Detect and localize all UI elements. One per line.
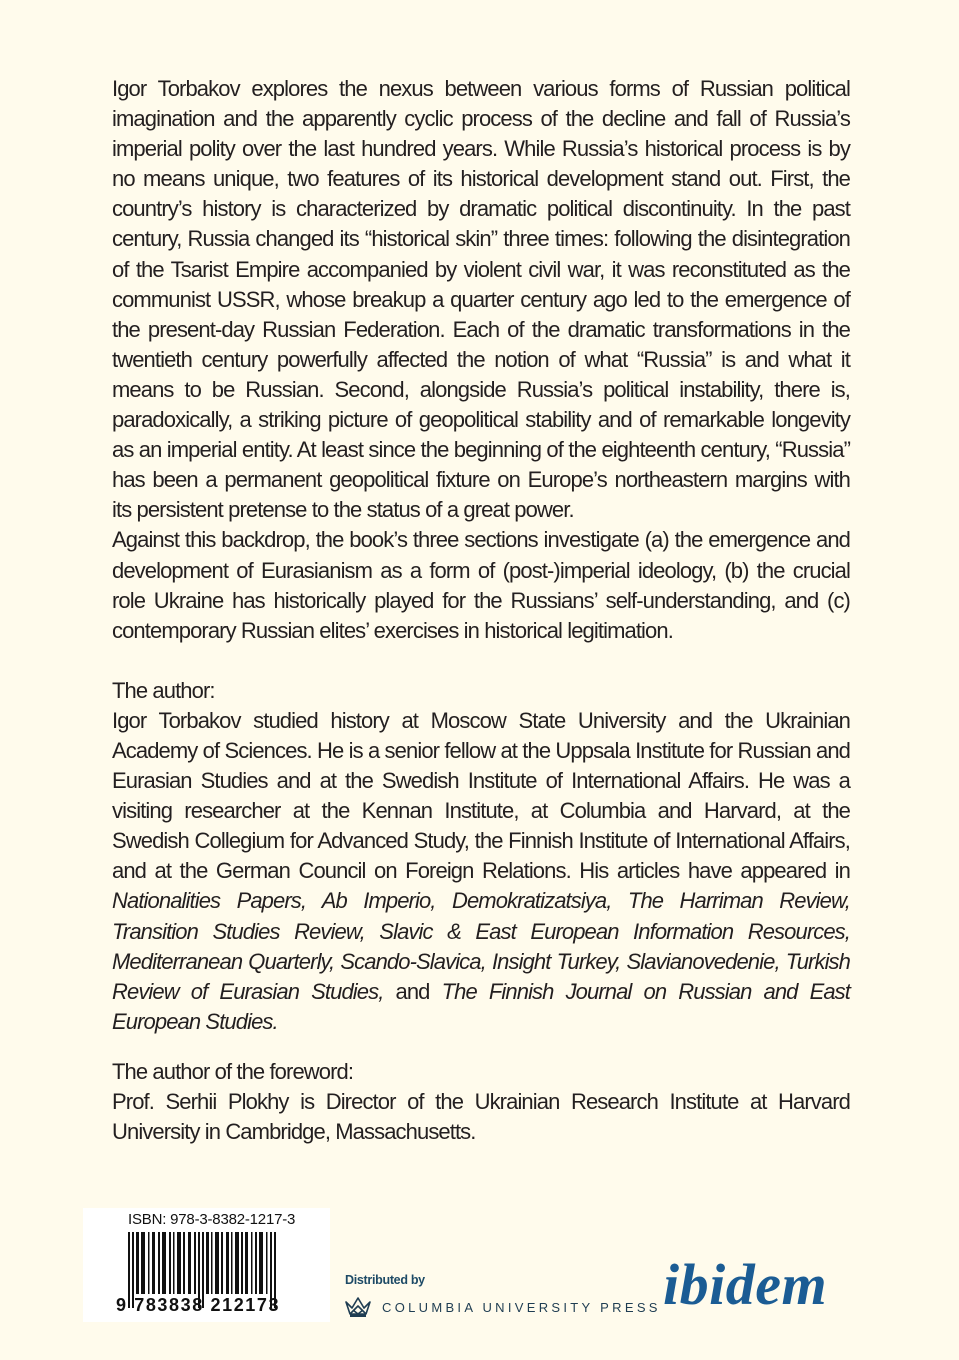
- distributed-by-label: Distributed by: [345, 1273, 425, 1287]
- spacer: [112, 1037, 850, 1057]
- foreword-bio: Prof. Serhii Plokhy is Director of the Ukrainian Research Institute at Harvard University in Cambridge, Massachusetts.: [112, 1089, 850, 1145]
- isbn-barcode: [83, 1208, 330, 1322]
- distributor-logo: [344, 1296, 661, 1318]
- author-and: and: [383, 978, 442, 1004]
- author-last-journal: The Finnish Journal on Russian and East European Studies.: [112, 978, 850, 1034]
- description-paragraph-2: Against this backdrop, the book’s three sections investigate (a) the emergence and development of Eurasianism as a form of (post-)imperial ideology, (b) the crucial role Ukraine has historically played for the Russians’ self-understanding, and (c) contemporary Russian elites’ exercises in historical legitimation.: [112, 527, 850, 643]
- author-bio: [112, 706, 850, 1037]
- author-heading: The author:: [112, 677, 215, 703]
- isbn-label: ISBN: 978-3-8382-1217-3: [128, 1211, 296, 1228]
- publisher-logo: ibidem: [663, 1252, 828, 1317]
- foreword-heading: The author of the foreword:: [112, 1058, 354, 1084]
- back-cover-text: [112, 74, 850, 1147]
- barcode-digits: 9 783838 212173: [116, 1295, 281, 1315]
- crown-icon: [344, 1296, 372, 1318]
- description-paragraph-1: Igor Torbakov explores the nexus between various forms of Russian political imagination and the apparently cyclic process of the decline and fall of Russia’s imperial polity over the last hundred years. While Russia’s historical process is by no means unique, two features of its historical development stand out. First, the country’s history is characterized by dramatic political discontinuity. In the past century, Russia changed its “historical skin” three times: following the disintegration of the Tsarist Empire accompanied by violent civil war, it was reconstituted as the communist USSR, whose breakup a quarter century ago led to the emergence of the present-day Russian Federation. Each of the dramatic transformations in the twentieth century powerfully affected the notion of what “Russia” is and what it means to be Russian. Second, alongside Russia’s political instability, there is, paradoxically, a striking picture of geopolitical stability and of remarkable longevity as an imperial entity. At least since the beginning of the eighteenth century, “Russia” has been a permanent geopolitical fixture on Europe’s northeastern margins with its persistent pretense to the status of a great power.: [112, 76, 850, 523]
- distributor-name: COLUMBIA UNIVERSITY PRESS: [382, 1299, 661, 1315]
- author-journals: Nationalities Papers, Ab Imperio, Demokratizatsiya, The Harriman Review, Transition Studies Review, Slavic & East European Information Resources, Mediterranean Quarterly, Scando-Slavica, Insight Turkey, Slavianovedenie, Turkish Review of Eurasian Studies,: [112, 888, 850, 1004]
- spacer: [112, 646, 850, 676]
- author-bio-intro: Igor Torbakov studied history at Moscow State University and the Ukrainian Academy of Sciences. He is a senior fellow at the Uppsala Institute for Russian and Eurasian Studies and at the Swedish Institute of International Affairs. He was a visiting researcher at the Kennan Institute, at Columbia and Harvard, at the Swedish Collegium for Advanced Study, the Finnish Institute of International Affairs, and at the German Council on Foreign Relations. His articles have appeared in: [112, 707, 850, 884]
